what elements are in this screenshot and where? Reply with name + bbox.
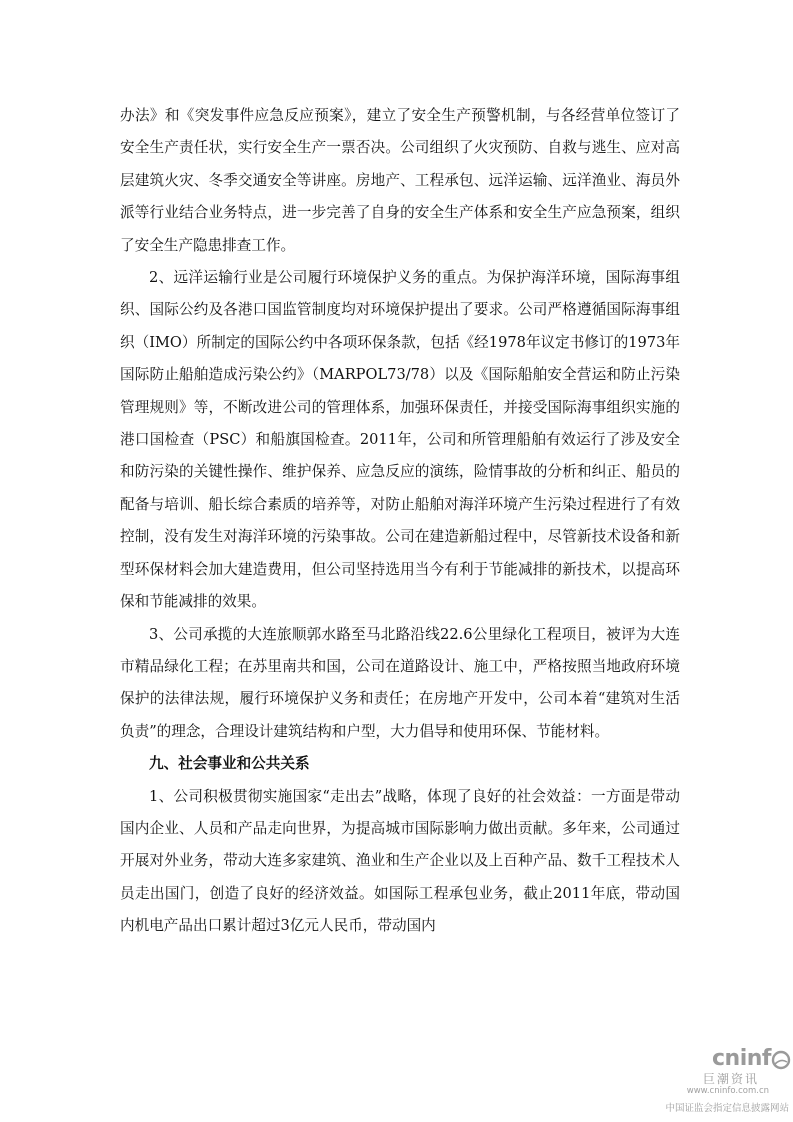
paragraph-ocean-shipping: 2、远洋运输行业是公司履行环境保护义务的重点。为保护海洋环境，国际海事组织、国际公约及各港口国监管制度均对环境保护提出了要求。公司严格遵循国际海事组织（IMO）所制定的国际公约中各项环保条款，包括《经1978年议定书修订的1973年国际防止船舶造成污染公约》（MARPOL73/78）以及《国际船舶安全营运和防止污染管理规则》等，不断改进公司的管理体系，加强环保责任，并接受国际海事组织实施的港口国检查（PSC）和船旗国检查。2011年，公司和所管理船舶有效运行了涉及安全和防污染的关键性操作、维护保养、应急反应的演练，险情事故的分析和纠正、船员的配备与培训、船长综合素质的培养等，对防止船舶对海洋环境产生污染过程进行了有效控制，没有发生对海洋环境的污染事故。公司在建造新船过程中，尽管新技术设备和新型环保材料会加大建造费用，但公司坚持选用当今有利于节能减排的新技术，以提高环保和节能减排的效果。 xyxy=(120,269,680,611)
paragraph-going-global: 1、公司积极贯彻实施国家“走出去”战略，体现了良好的社会效益：一方面是带动国内企业、人员和产品走向世界，为提高城市国际影响力做出贡献。多年来，公司通过开展对外业务，带动大连多家建筑、渔业和生产企业以及上百种产品、数千工程技术人员走出国门，创造了良好的经济效益。如国际工程承包业务，截止2011年底，带动国内机电产品出口累计超过3亿元人民币，带动国内 xyxy=(120,787,680,935)
cninfo-site-caption: 中国证监会指定信息披露网站 xyxy=(665,1103,789,1114)
cninfo-url: www.cninfo.com.cn xyxy=(686,1086,769,1096)
paragraph-greening-project: 3、公司承揽的大连旅顺郭水路至马北路沿线22.6公里绿化工程项目，被评为大连市精品绿化工程；在苏里南共和国，公司在道路设计、施工中，严格按照当地政府环境保护的法律法规，履行环境保护义务和责任；在房地产开发中，公司本着“建筑对生活负责”的理念，合理设计建筑结构和户型，大力倡导和使用环保、节能材料。 xyxy=(120,625,680,740)
cninfo-logo-text: cninf xyxy=(712,1046,771,1071)
cninfo-swirl-icon xyxy=(771,1050,791,1070)
cninfo-chinese-name: 巨潮资讯 xyxy=(702,1072,759,1086)
cninfo-watermark xyxy=(643,1046,793,1118)
paragraph-safety-continued: 办法》和《突发事件应急反应预案》，建立了安全生产预警机制，与各经营单位签订了安全生产责任状，实行安全生产一票否决。公司组织了火灾预防、自救与逃生、应对高层建筑火灾、冬季交通安全等讲座。房地产、工程承包、远洋运输、远洋渔业、海员外派等行业结合业务特点，进一步完善了自身的安全生产体系和安全生产应急预案，组织了安全生产隐患排查工作。 xyxy=(120,107,680,254)
section-heading: 九、社会事业和公共关系 xyxy=(149,755,310,773)
document-body xyxy=(120,100,680,943)
